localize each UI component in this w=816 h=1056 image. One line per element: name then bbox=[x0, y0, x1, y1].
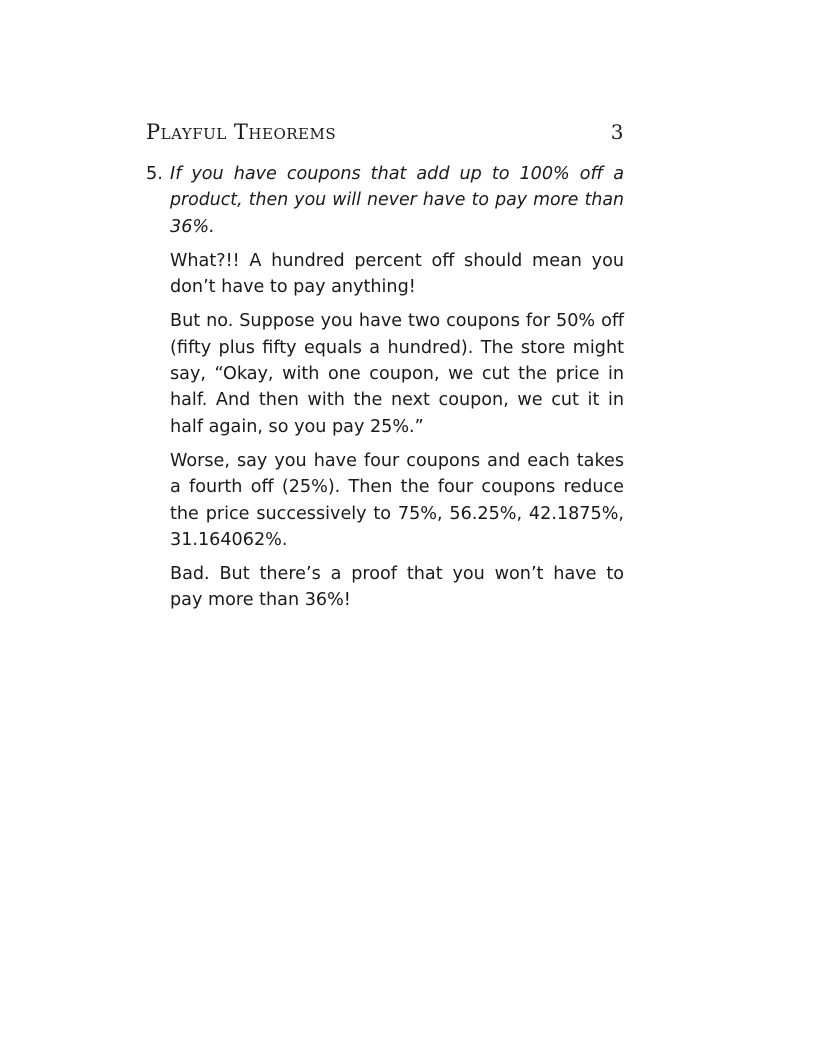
text-line: What?!! A hundred percent off should mean you bbox=[170, 250, 624, 271]
text-line: pay more than 36%! bbox=[170, 590, 351, 611]
text-line: a fourth off (25%). Then the four coupons reduce bbox=[170, 477, 624, 498]
text-line: the price successively to 75%, 56.25%, 42.1875%, bbox=[170, 503, 624, 524]
text-line: half again, so you pay 25%.” bbox=[170, 416, 424, 437]
document-page bbox=[146, 120, 624, 614]
content bbox=[146, 161, 624, 614]
item-number: 5. bbox=[146, 164, 163, 184]
running-header bbox=[146, 120, 624, 146]
paragraph-what bbox=[170, 248, 624, 301]
text-line: 31.164062%. bbox=[170, 529, 288, 550]
theorem-line: If you have coupons that add up to 100% off a bbox=[170, 164, 624, 184]
text-line: half. And then with the next coupon, we cut it in bbox=[170, 390, 624, 411]
text-line: Bad. But there’s a proof that you won’t have to bbox=[170, 564, 624, 585]
page-number: 3 bbox=[610, 120, 624, 144]
text-line: (fifty plus fifty equals a hundred). The store might bbox=[170, 337, 624, 358]
paragraph-four-coupons bbox=[170, 448, 624, 553]
running-title: Playful Theorems bbox=[146, 120, 337, 144]
text-line: say, “Okay, with one coupon, we cut the price in bbox=[170, 364, 624, 385]
theorem-line: 36%. bbox=[170, 216, 215, 237]
theorem-statement bbox=[170, 161, 624, 240]
list-item-5 bbox=[146, 161, 624, 614]
text-line: don’t have to pay anything! bbox=[170, 277, 416, 298]
paragraph-proof bbox=[170, 561, 624, 614]
text-line: Worse, say you have four coupons and each takes bbox=[170, 450, 624, 471]
text-line: But no. Suppose you have two coupons for 50% off bbox=[170, 311, 624, 332]
theorem-line: product, then you will never have to pay more than bbox=[170, 190, 624, 211]
paragraph-two-coupons bbox=[170, 308, 624, 439]
